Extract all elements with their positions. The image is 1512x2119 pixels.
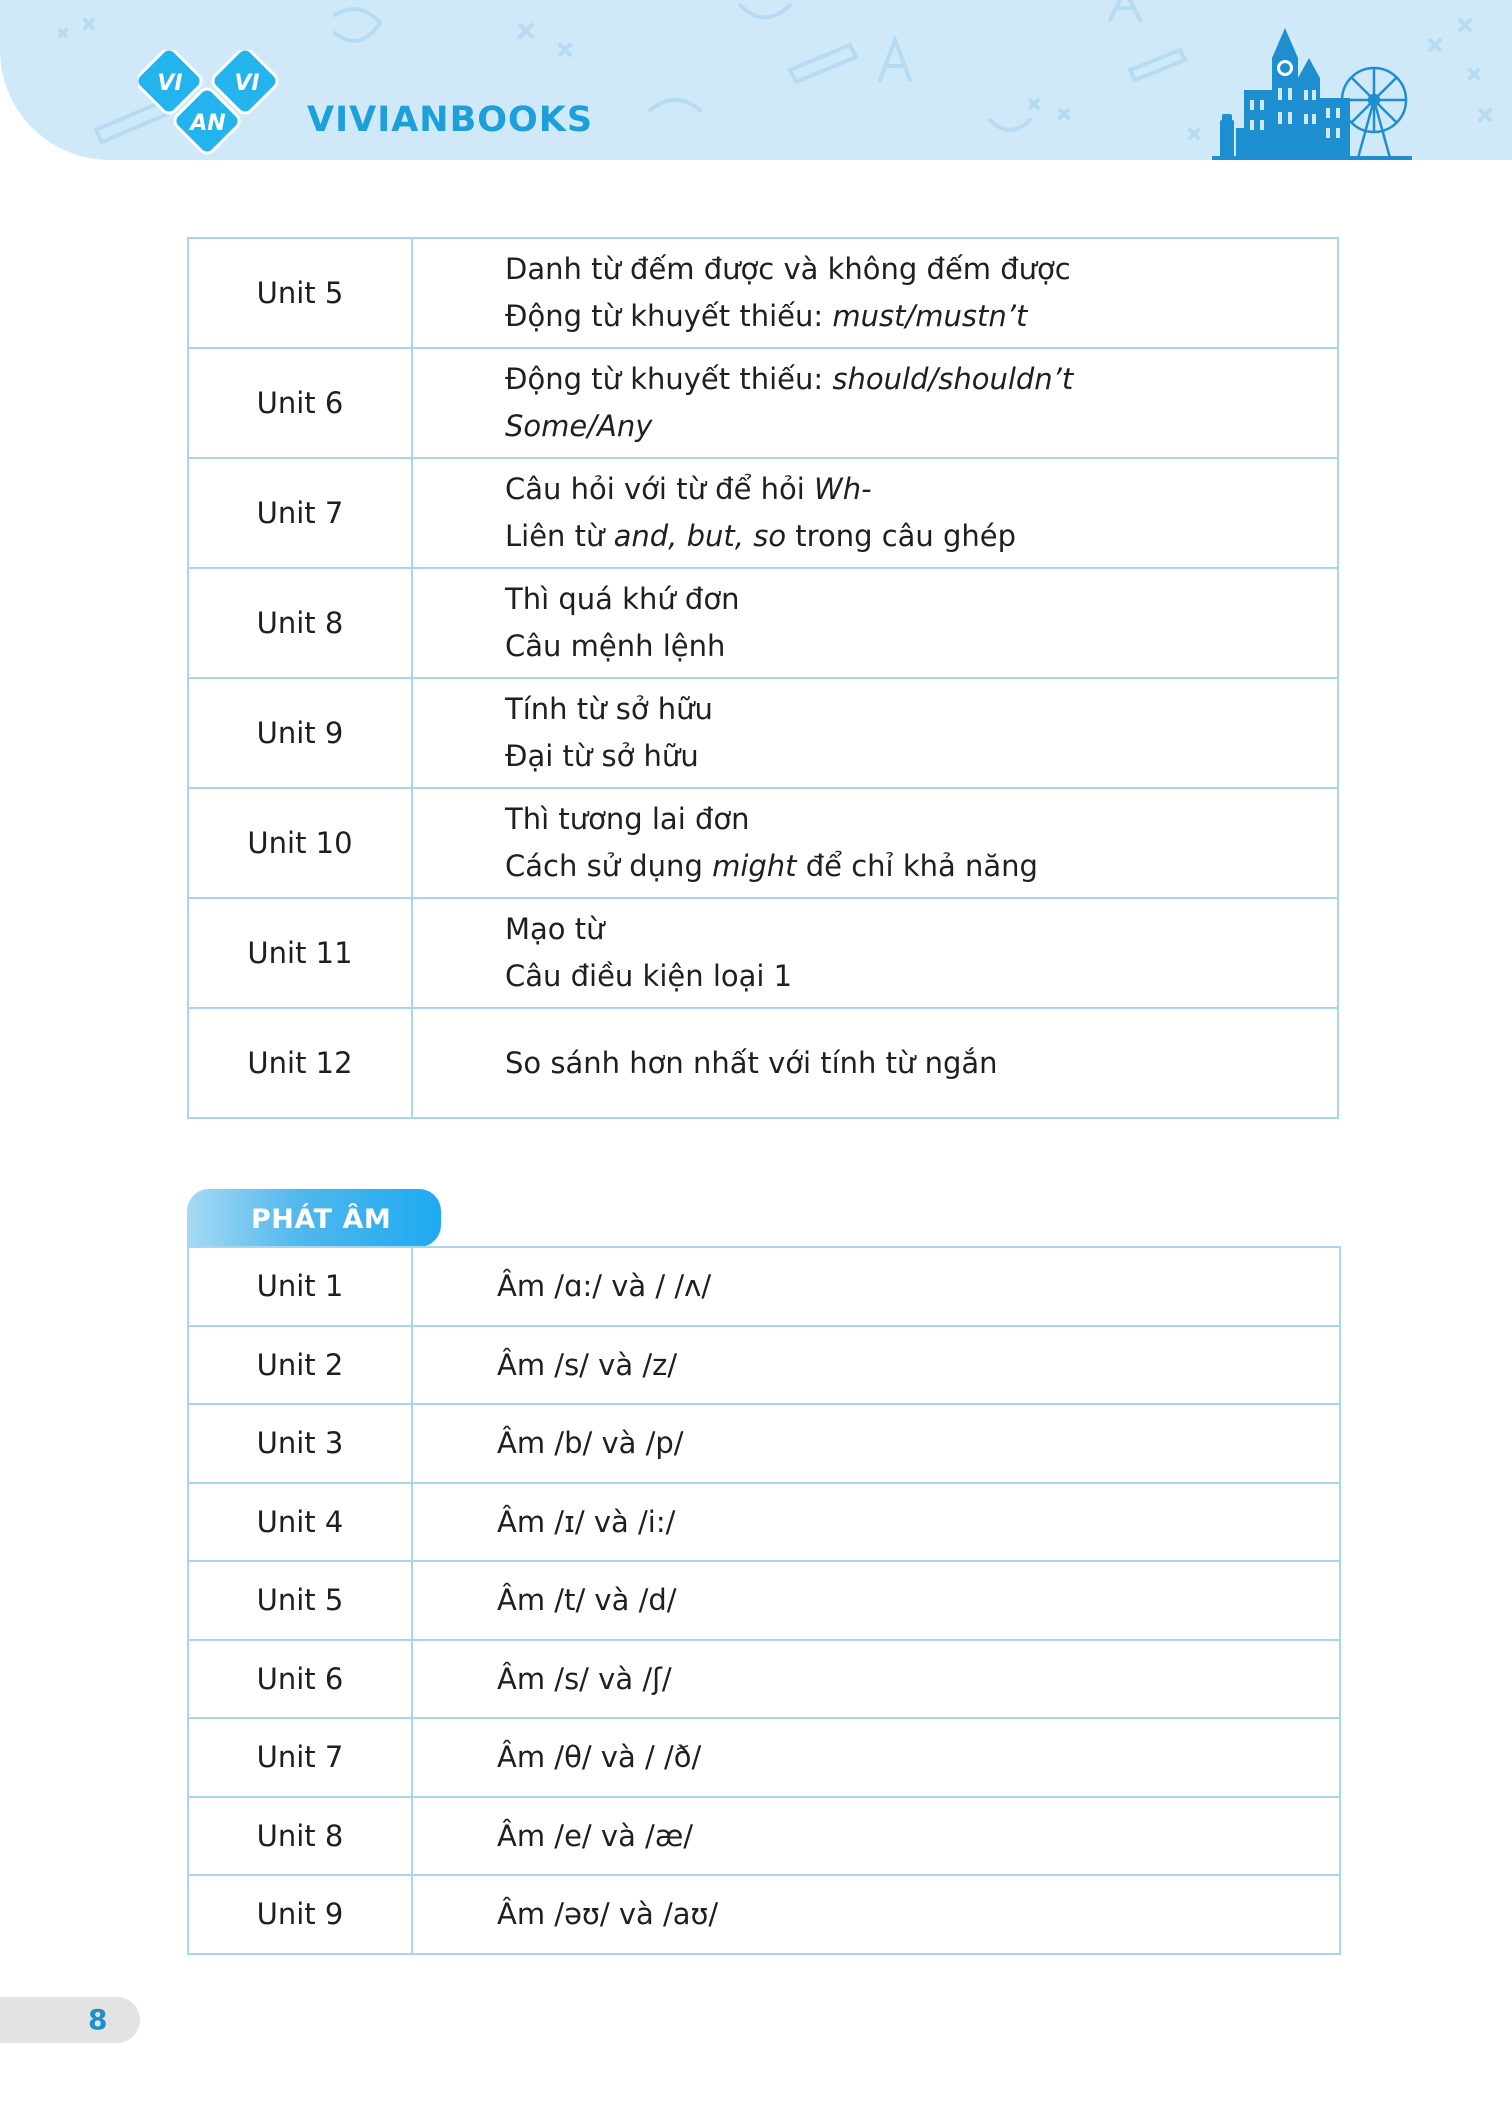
topic-line [505, 733, 1337, 780]
topic-text: Thì quá khứ đơn [505, 582, 740, 616]
topic-line [505, 576, 1337, 623]
topic-line [505, 906, 1337, 953]
topic-line [505, 356, 1337, 403]
phonetic-pair: Âm /θ/ và / /ð/ [412, 1718, 1340, 1797]
grammar-topic [412, 348, 1338, 458]
page-number-tab [0, 1997, 140, 2043]
phonetics-table [187, 1246, 1341, 1955]
grammar-topic [412, 238, 1338, 348]
topic-text-italic: Wh- [814, 472, 872, 506]
topic-text: Câu điều kiện loại 1 [505, 959, 793, 993]
topic-text: Động từ khuyết thiếu: [505, 362, 833, 396]
table-row [188, 348, 1338, 458]
table-row [188, 238, 1338, 348]
grammar-topic [412, 568, 1338, 678]
unit-label: Unit 9 [188, 678, 412, 788]
grammar-table [187, 237, 1339, 1119]
grammar-topic [412, 678, 1338, 788]
unit-label: Unit 8 [188, 568, 412, 678]
topic-text: So sánh hơn nhất với tính từ ngắn [505, 1045, 998, 1080]
section-title: PHÁT ÂM [251, 1204, 392, 1235]
table-row [188, 898, 1338, 1008]
topic-text: Danh từ đếm được và không đếm được [505, 252, 1071, 286]
topic-text: trong câu ghép [786, 519, 1017, 553]
logo-text-an: AN [190, 111, 226, 136]
table-row [188, 568, 1338, 678]
table-row [188, 458, 1338, 568]
unit-label: Unit 7 [188, 458, 412, 568]
table-row [188, 1247, 1340, 1326]
table-row [188, 1797, 1340, 1876]
unit-label: Unit 2 [188, 1326, 412, 1405]
topic-line [505, 513, 1337, 560]
unit-label: Unit 9 [188, 1875, 412, 1954]
grammar-topic [412, 1008, 1338, 1118]
topic-text: để chỉ khả năng [796, 849, 1038, 883]
unit-label: Unit 7 [188, 1718, 412, 1797]
london-skyline-icon [1212, 28, 1412, 160]
phonetic-pair: Âm /t/ và /d/ [412, 1561, 1340, 1640]
topic-text: Mạo từ [505, 912, 605, 946]
topic-text-italic: Some/Any [505, 409, 653, 443]
table-row [188, 1640, 1340, 1719]
topic-text: Liên từ [505, 519, 614, 553]
topic-line [505, 953, 1337, 1000]
table-row [188, 1718, 1340, 1797]
unit-label: Unit 5 [188, 1561, 412, 1640]
table-row [188, 1326, 1340, 1405]
grammar-topic [412, 458, 1338, 568]
phonetic-pair: Âm /əʊ/ và /aʊ/ [412, 1875, 1340, 1954]
topic-text: Câu mệnh lệnh [505, 629, 726, 663]
topic-text: Động từ khuyết thiếu: [505, 299, 833, 333]
table-row [188, 1404, 1340, 1483]
topic-line [505, 403, 1337, 450]
vivian-logo [138, 50, 288, 160]
unit-label: Unit 6 [188, 1640, 412, 1719]
phonetic-pair: Âm /b/ và /p/ [412, 1404, 1340, 1483]
topic-text-italic: should/shouldn’t [832, 362, 1074, 396]
topic-text-italic: might [712, 849, 797, 883]
topic-text: Thì tương lai đơn [505, 802, 750, 836]
topic-line [505, 843, 1337, 890]
unit-label: Unit 4 [188, 1483, 412, 1562]
brand-name: VIVIANBOOKS [307, 100, 594, 140]
grammar-topic [412, 788, 1338, 898]
table-row [188, 788, 1338, 898]
topic-line [505, 293, 1337, 340]
topic-line [505, 246, 1337, 293]
logo-text-vi-right: VI [234, 71, 260, 96]
logo-text-vi-left: VI [157, 71, 183, 96]
grammar-topic [412, 898, 1338, 1008]
phonetics-table-body [188, 1247, 1340, 1954]
topic-line [505, 623, 1337, 670]
unit-label: Unit 12 [188, 1008, 412, 1118]
page-header [0, 0, 1512, 160]
page-number: 8 [88, 2003, 108, 2036]
phonetic-pair: Âm /s/ và /z/ [412, 1326, 1340, 1405]
unit-label: Unit 1 [188, 1247, 412, 1326]
topic-text: Cách sử dụng [505, 849, 713, 883]
table-row [188, 1875, 1340, 1954]
unit-label: Unit 11 [188, 898, 412, 1008]
topic-text: Câu hỏi với từ để hỏi [505, 472, 815, 506]
topic-line [505, 686, 1337, 733]
grammar-table-body [188, 238, 1338, 1118]
topic-text-italic: must/mustn’t [832, 299, 1028, 333]
phonetic-pair: Âm /ɑ:/ và / /ʌ/ [412, 1247, 1340, 1326]
topic-text-italic: and, but, so [613, 519, 787, 553]
unit-label: Unit 10 [188, 788, 412, 898]
topic-text: Tính từ sở hữu [505, 692, 713, 726]
phonetic-pair: Âm /e/ và /æ/ [412, 1797, 1340, 1876]
table-row [188, 1008, 1338, 1118]
unit-label: Unit 5 [188, 238, 412, 348]
topic-line [505, 466, 1337, 513]
topic-text: Đại từ sở hữu [505, 739, 699, 773]
table-row [188, 1561, 1340, 1640]
table-row [188, 678, 1338, 788]
unit-label: Unit 8 [188, 1797, 412, 1876]
phonetic-pair: Âm /s/ và /ʃ/ [412, 1640, 1340, 1719]
section-tab-phonetics [187, 1189, 441, 1247]
table-row [188, 1483, 1340, 1562]
topic-line [505, 796, 1337, 843]
phonetic-pair: Âm /ɪ/ và /i:/ [412, 1483, 1340, 1562]
unit-label: Unit 3 [188, 1404, 412, 1483]
unit-label: Unit 6 [188, 348, 412, 458]
topic-line [505, 1040, 1337, 1087]
